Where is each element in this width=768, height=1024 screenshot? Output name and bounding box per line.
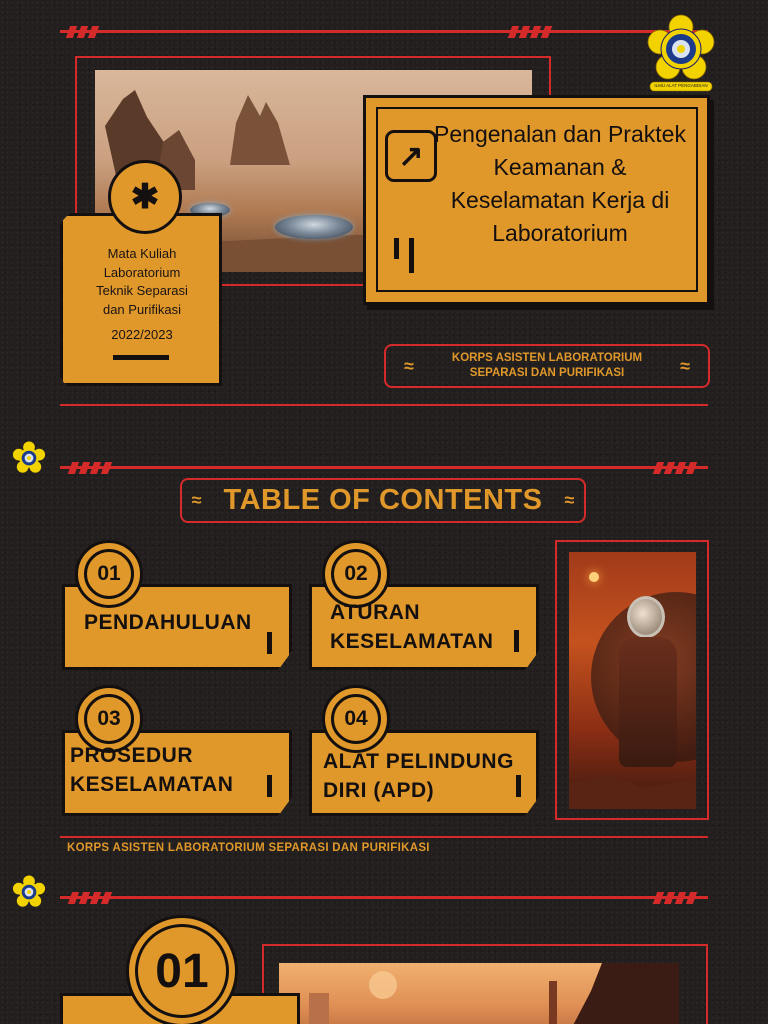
section-divider [60,404,708,406]
toc-item-label-line: PROSEDUR [70,744,194,767]
wave-icon: ≈ [564,490,575,510]
toc-header [180,478,586,523]
astronaut-image [569,552,696,809]
course-line-4: dan Purifikasi [102,301,182,317]
toc-item-label-line: KESELAMATAN [70,773,234,796]
ticks-right [655,892,695,904]
course-line-2: Laboratorium [103,264,181,280]
university-logo-small [10,874,48,914]
section-divider [60,836,708,838]
course-name [72,245,212,319]
arrow-up-right-icon: ↗ [398,139,424,173]
section3-image [279,963,679,1024]
course-star-badge [108,160,182,234]
toc-item-number: 01 [84,549,134,599]
toc-item-label [323,747,514,805]
toc-item-number: 03 [84,694,134,744]
toc-item-number-badge [322,685,390,753]
footer-korps-text: KORPS ASISTEN LABORATORIUM SEPARASI DAN PURIFIKASI [67,842,430,854]
section-number-badge [126,915,238,1024]
toc-title: TABLE OF CONTENTS [223,484,543,516]
korps-line-2: SEPARASI DAN PURIFIKASI [469,367,625,379]
korps-line-1: KORPS ASISTEN LABORATORIUM [451,352,643,364]
bar-decoration [514,630,519,652]
bar-decoration [516,775,521,797]
university-logo-small [10,440,48,480]
toc-item-label-line: KESELAMATAN [330,630,494,653]
course-line-3: Teknik Separasi [96,283,188,298]
top-right-ticks [510,26,550,38]
section-number: 01 [135,924,229,1018]
bar-decoration [409,238,414,273]
korps-text [452,351,642,381]
course-year: 2022/2023 [111,327,173,342]
course-line-1: Mata Kuliah [107,246,177,261]
bar-decoration [267,775,272,797]
logo-motto: ILMU ALAT PENGABDIAN [654,83,708,88]
toc-item-number-badge [75,540,143,608]
ticks-right [655,462,695,474]
toc-item-label-line: ATURAN [330,601,421,624]
ticks-left [70,892,110,904]
section-top-line [60,466,708,469]
section-top-line [60,896,708,899]
presentation-title: Pengenalan dan Praktek Keamanan & Keselamatan Kerja di Laboratorium [434,121,686,246]
toc-item-number: 04 [331,694,381,744]
bar-decoration [394,238,399,259]
toc-item-number: 02 [331,549,381,599]
asterisk-icon: ✱ [130,178,160,216]
top-divider-line [60,30,708,33]
university-logo [644,12,718,94]
bar-decoration [267,632,272,654]
course-bar-decoration [113,355,169,360]
toc-item-label-line: ALAT PELINDUNG [323,750,514,773]
toc-item-label-line: PENDAHULUAN [84,611,252,634]
wave-icon: ≈ [680,355,690,376]
toc-item-label [70,741,233,799]
wave-icon: ≈ [191,490,202,510]
wave-icon: ≈ [404,355,414,376]
ticks-left [70,462,110,474]
toc-item-label-line: DIRI (APD) [323,779,435,802]
korps-banner [384,344,710,388]
toc-item-label [330,598,493,656]
toc-item-label [84,608,252,637]
top-left-ticks [68,26,97,38]
